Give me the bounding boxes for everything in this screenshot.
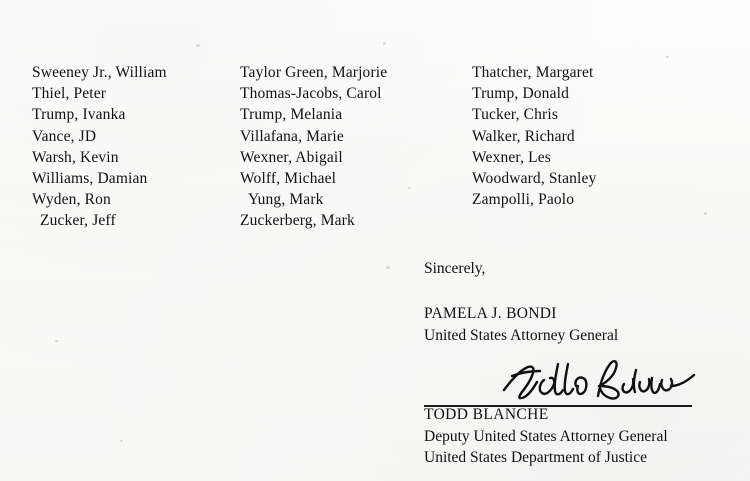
list-item: Taylor Green, Marjorie: [240, 64, 388, 81]
list-item: Wexner, Les: [472, 148, 551, 166]
scan-speck: [383, 42, 386, 45]
list-item: Trump, Melania: [240, 106, 343, 124]
list-item: Yung, Mark: [248, 191, 324, 209]
scan-speck: [120, 440, 123, 442]
signer-title: United States Attorney General: [424, 326, 619, 344]
second-signer-block: [424, 404, 750, 469]
scan-speck: [55, 340, 58, 342]
list-item: Zuckerberg, Mark: [240, 212, 355, 230]
list-item: Williams, Damian: [32, 170, 148, 188]
name-column-3: [472, 62, 596, 210]
scan-speck: [666, 56, 669, 58]
list-item: Wexner, Abigail: [240, 148, 343, 166]
second-signer-department: United States Department of Justice: [424, 449, 647, 466]
first-signer-block: [424, 303, 744, 346]
name-column-2: [240, 62, 387, 232]
list-item: Sweeney Jr., William: [32, 64, 167, 81]
handwritten-signature-icon: [500, 356, 700, 408]
scan-speck: [196, 44, 200, 47]
list-item: Thomas-Jacobs, Carol: [240, 85, 382, 103]
list-item: Vance, JD: [32, 127, 97, 145]
signer-name: PAMELA J. BONDI: [424, 305, 557, 322]
list-item: Thatcher, Margaret: [472, 64, 594, 81]
list-item: Zucker, Jeff: [40, 212, 116, 230]
scan-speck: [386, 266, 390, 269]
list-item: Tucker, Chris: [472, 106, 559, 124]
salutation: Sincerely,: [424, 260, 486, 277]
list-item: Warsh, Kevin: [32, 148, 119, 166]
second-signer-name: TODD BLANCHE: [424, 406, 549, 423]
list-item: Thiel, Peter: [32, 85, 107, 103]
name-list: [0, 62, 750, 237]
list-item: Wolff, Michael: [240, 170, 337, 188]
closing-block: [424, 258, 744, 346]
name-column-1: [32, 62, 167, 232]
list-item: Walker, Richard: [472, 127, 575, 145]
second-signer-title: Deputy United States Attorney General: [424, 427, 668, 445]
list-item: Woodward, Stanley: [472, 170, 597, 188]
list-item: Wyden, Ron: [32, 191, 111, 209]
list-item: Villafana, Marie: [240, 127, 344, 145]
list-item: Zampolli, Paolo: [472, 191, 575, 209]
list-item: Trump, Ivanka: [32, 106, 126, 124]
list-item: Trump, Donald: [472, 85, 569, 103]
